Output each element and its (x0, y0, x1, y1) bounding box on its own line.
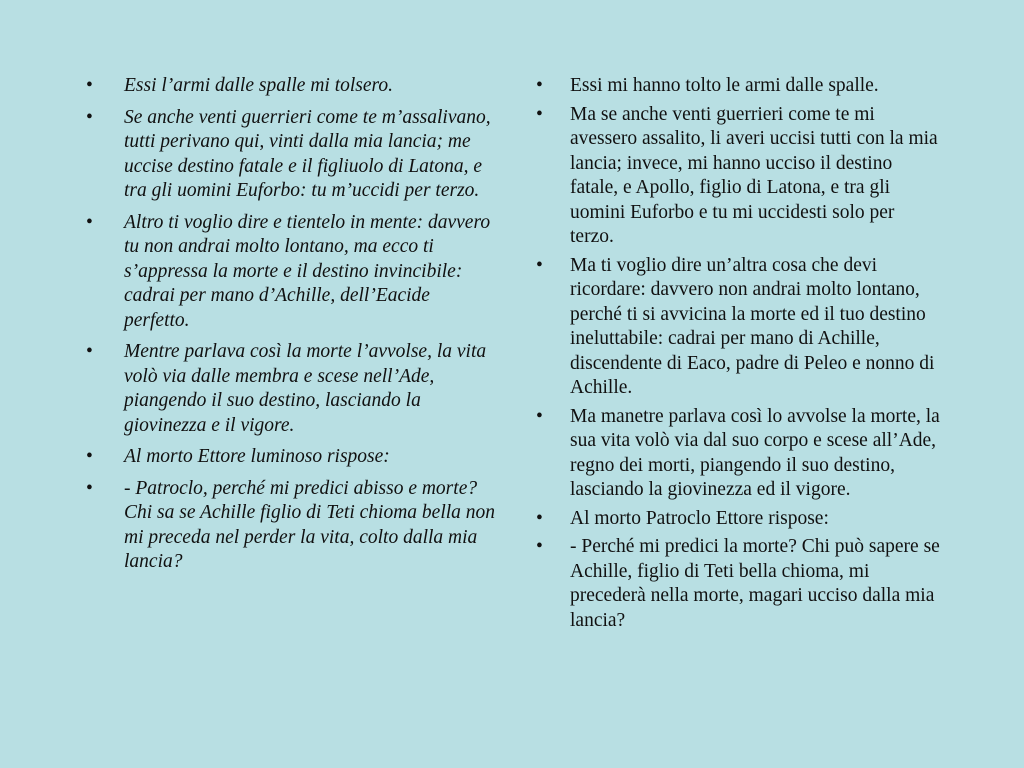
list-item-text: Al morto Patroclo Ettore rispose: (570, 507, 829, 529)
bullet-icon: • (86, 341, 93, 362)
list-item (532, 103, 942, 250)
bullet-icon: • (86, 75, 93, 96)
bullet-icon: • (86, 446, 93, 467)
list-item (532, 535, 942, 633)
list-item (86, 106, 496, 204)
bullet-icon: • (536, 405, 543, 427)
list-item (86, 445, 496, 470)
bullet-icon: • (536, 507, 543, 529)
list-item (86, 340, 496, 438)
list-item-text: - Patroclo, perché mi predici abisso e morte? Chi sa se Achille figlio di Teti chioma bella non mi preceda nel perder la vita, colto dalla mia lancia? (124, 477, 496, 572)
list-item (86, 477, 496, 575)
list-item-text: Altro ti voglio dire e tientelo in mente: davvero tu non andrai molto lontano, ma ecco ti s’appressa la morte e il destino invincibile: cadrai per mano d’Achille, dell’Eacide perfetto. (124, 211, 491, 331)
list-item-text: Ma ti voglio dire un’altra cosa che devi ricordare: davvero non andrai molto lontano, perché ti si avvicina la morte ed il tuo destino ineluttabile: cadrai per mano di Achille, discendente di Eaco, padre di Peleo e nonno di Achille. (570, 254, 935, 398)
bullet-icon: • (536, 254, 543, 276)
list-item-text: Essi mi hanno tolto le armi dalle spalle. (570, 75, 879, 96)
list-item-text: - Perché mi predici la morte? Chi può sapere se Achille, figlio di Teti bella chioma, mi precederà nella morte, magari ucciso dalla mia lancia? (570, 536, 940, 631)
bullet-icon: • (536, 75, 543, 96)
bullet-icon: • (86, 211, 93, 233)
list-item (532, 405, 942, 503)
list-item-text: Ma manetre parlava così lo avvolse la morte, la sua vita volò via dal suo corpo e scese all’Ade, regno dei morti, piangendo il suo destino, lasciando la giovinezza ed il vigore. (570, 405, 940, 500)
bullet-icon: • (536, 103, 543, 125)
bullet-icon: • (86, 106, 93, 128)
left-column-italian-original (86, 74, 496, 582)
list-item (86, 74, 496, 99)
list-item (532, 507, 942, 532)
bullet-icon: • (86, 477, 93, 499)
list-item-text: Mentre parlava così la morte l’avvolse, la vita volò via dalle membra e scese nell’Ade, piangendo il suo destino, lasciando la giovinezza e il vigore. (124, 341, 487, 436)
right-column-paraphrase (532, 74, 942, 637)
list-item (532, 254, 942, 401)
list-item-text: Ma se anche venti guerrieri come te mi avessero assalito, li averi uccisi tutti con la mia lancia; invece, mi hanno ucciso il destino fatale, e Apollo, figlio di Latona, e tra gli uomini Euforbo e tu mi uccidesti solo per terzo. (570, 103, 938, 247)
bullet-icon: • (536, 536, 543, 557)
list-item (86, 211, 496, 334)
list-item (532, 74, 942, 99)
list-item-text: Essi l’armi dalle spalle mi tolsero. (124, 75, 394, 96)
list-item-text: Al morto Ettore luminoso rispose: (124, 446, 390, 467)
list-item-text: Se anche venti guerrieri come te m’assalivano, tutti perivano qui, vinti dalla mia lancia; me uccise destino fatale e il figliuolo di Latona, e tra gli uomini Euforbo: tu m’uccidi per terzo. (124, 106, 491, 201)
